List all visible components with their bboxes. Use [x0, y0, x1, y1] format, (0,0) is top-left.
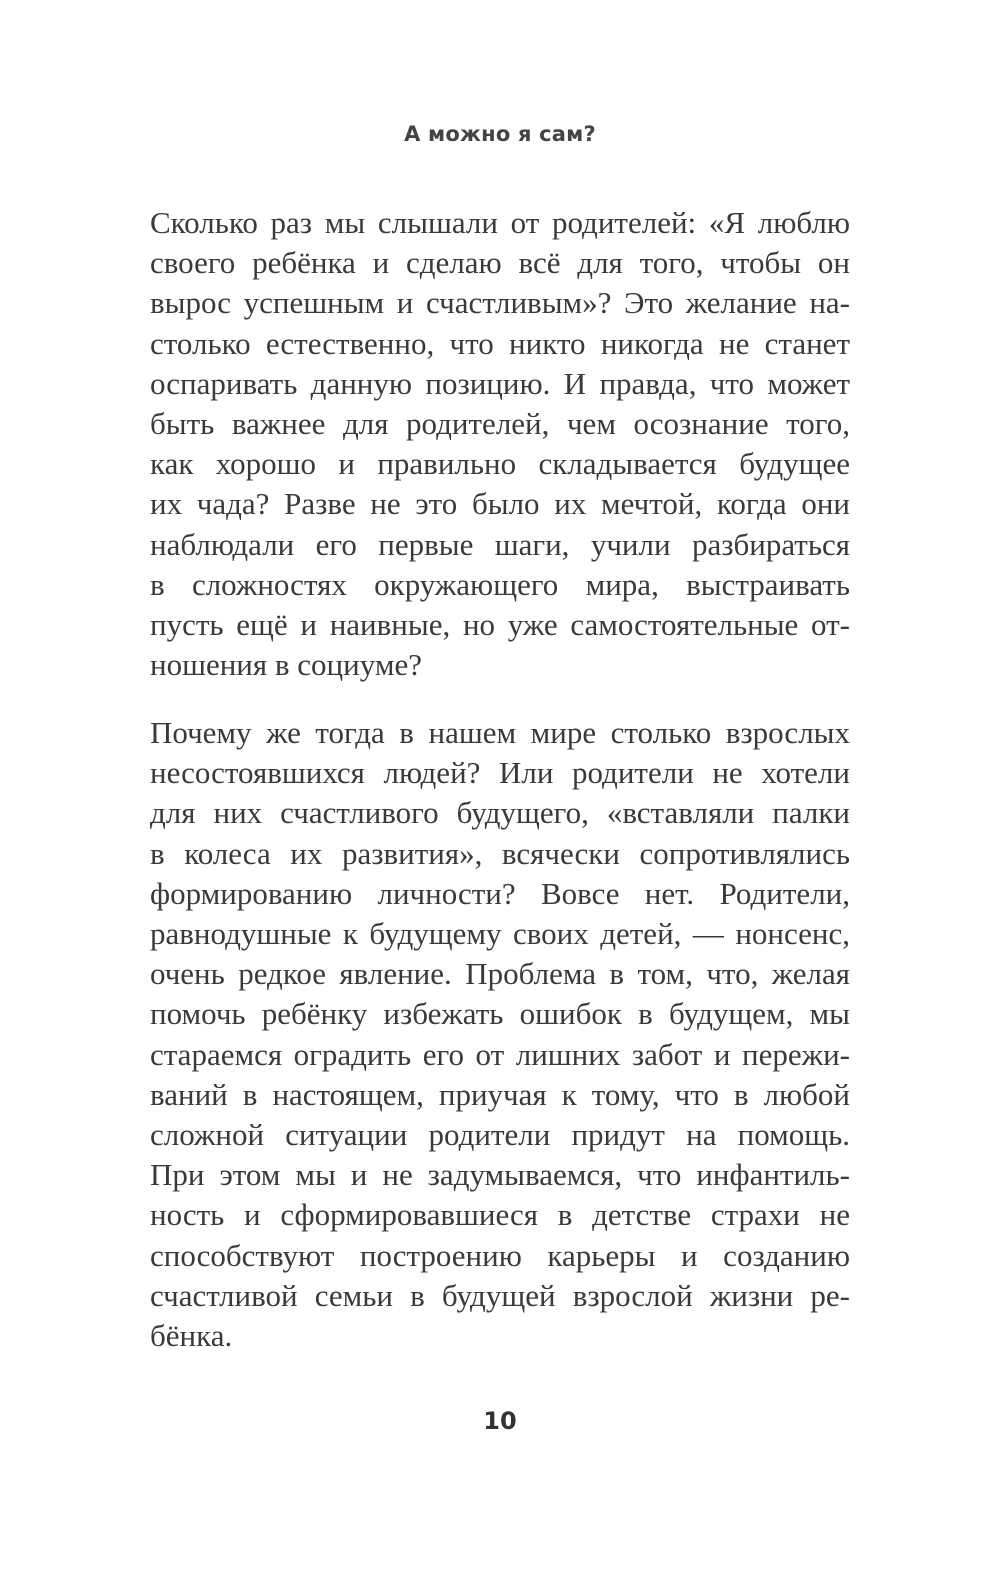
- text-line: несостоявшихся людей? Или родители не хотели: [150, 755, 850, 791]
- text-line: оспаривать данную позицию. И правда, что может: [150, 365, 850, 401]
- running-head: А можно я сам?: [404, 122, 596, 146]
- text-line: счастливой семьи в будущей взрослой жизни ре-: [150, 1277, 850, 1313]
- text-line: способствуют построению карьеры и созданию: [150, 1237, 850, 1273]
- paragraph-1: [150, 203, 850, 685]
- text-line: в колеса их развития», всячески сопротивлялись: [150, 835, 850, 871]
- paragraph-2: [150, 713, 850, 1356]
- text-line: помочь ребёнку избежать ошибок в будущем, мы: [150, 996, 850, 1032]
- text-line: Сколько раз мы слышали от родителей: «Я люблю: [150, 205, 850, 240]
- text-line: для них счастливого будущего, «вставляли палки: [150, 795, 850, 831]
- text-line: своего ребёнка и сделаю всё для того, чтобы он: [150, 245, 850, 281]
- text-line: При этом мы и не задумываемся, что инфантиль-: [150, 1157, 850, 1193]
- text-line: ность и сформировавшиеся в детстве страхи не: [150, 1197, 850, 1233]
- text-line: их чада? Разве не это было их мечтой, когда они: [150, 486, 850, 522]
- text-line: ваний в настоящем, приучая к тому, что в любой: [150, 1076, 850, 1112]
- text-line: в сложностях окружающего мира, выстраивать: [150, 566, 850, 602]
- text-line: очень редкое явление. Проблема в том, что, желая: [150, 956, 850, 992]
- text-line: быть важнее для родителей, чем осознание того,: [150, 406, 850, 442]
- text-line: стараемся оградить его от лишних забот и пережи-: [150, 1036, 850, 1072]
- text-line: пусть ещё и наивные, но уже самостоятельные от-: [150, 607, 850, 643]
- text-line: равнодушные к будущему своих детей, — нонсенс,: [150, 916, 850, 952]
- text-line: сложной ситуации родители придут на помощь.: [150, 1117, 850, 1153]
- text-line: ношения в социуме?: [150, 647, 422, 683]
- text-line: формированию личности? Вовсе нет. Родители,: [150, 875, 850, 911]
- text-line: Почему же тогда в нашем мире столько взрослых: [150, 715, 850, 750]
- text-line: столько естественно, что никто никогда не станет: [150, 325, 850, 361]
- text-line: вырос успешным и счастливым»? Это желание на-: [150, 285, 850, 321]
- page-number: 10: [483, 1407, 517, 1435]
- text-line: наблюдали его первые шаги, учили разбираться: [150, 526, 850, 562]
- text-line: как хорошо и правильно складывается будущее: [150, 446, 850, 482]
- text-line: бёнка.: [150, 1318, 233, 1354]
